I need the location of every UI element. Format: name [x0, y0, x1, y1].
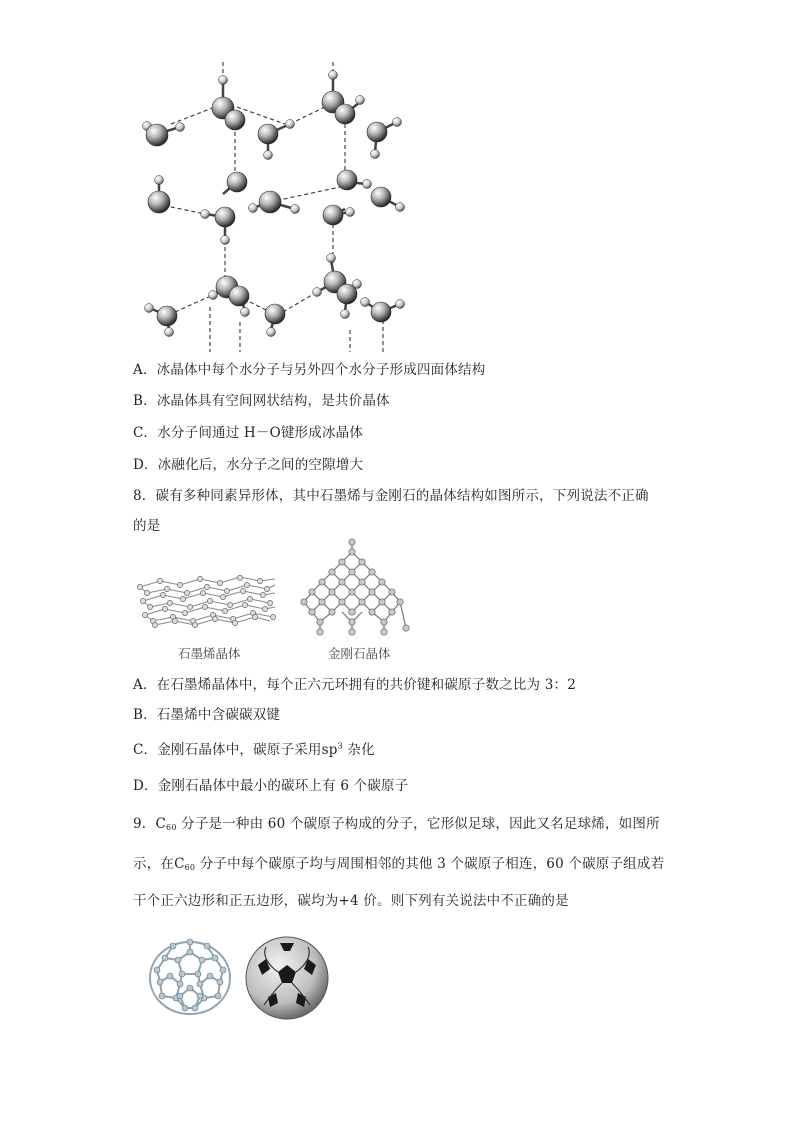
q9-c60-sub2: 60 [184, 863, 196, 872]
q8-stem-line1: 8．碳有多种同素异形体，其中石墨烯与金刚石的晶体结构如图所示，下列说法不正确 [133, 488, 649, 504]
q7-option-a: A．冰晶体中每个水分子与另外四个水分子形成四面体结构 [133, 362, 486, 378]
q7-option-b: B．冰晶体具有空间网状结构，是共价晶体 [133, 393, 390, 409]
q9-stem-line2 [133, 852, 664, 872]
q7-option-d: D．冰融化后，水分子之间的空隙增大 [133, 457, 364, 473]
diamond-figure [300, 538, 412, 640]
q9-line2-text: 分子中每个碳原子均与周围相邻的其他 3 个碳原子相连，60 个碳原子组成若 [195, 856, 665, 872]
q8-option-a: A．在石墨烯晶体中，每个正六元环拥有的共价键和碳原子数之比为 3：2 [133, 677, 577, 693]
q8-stem-line2: 的是 [133, 518, 161, 534]
q9-stem-line3: 干个正六边形和正五边形，碳均为+4 价。则下列有关说法中不正确的是 [133, 893, 569, 909]
q8-option-d: D．金刚石晶体中最小的碳环上有 6 个碳原子 [133, 778, 409, 794]
soccer-ball-figure [244, 935, 330, 1021]
ice-crystal-figure [135, 62, 415, 352]
q8-option-c-sup: 3 [337, 741, 343, 751]
c60-molecule-figure [145, 938, 237, 1018]
q9-line2-pre: 示，在 [133, 856, 175, 872]
graphene-caption: 石墨烯晶体 [178, 646, 241, 661]
q9-number: 9． [133, 816, 156, 832]
q9-stem-line1 [133, 812, 660, 832]
q8-option-c [133, 738, 375, 758]
q9-c60-c: C [155, 816, 167, 832]
graphene-figure [135, 575, 280, 637]
q9-c60-c2: C [174, 856, 185, 872]
diamond-caption: 金刚石晶体 [328, 646, 391, 661]
q8-option-c-text: C．金刚石晶体中，碳原子采用 [133, 742, 322, 758]
q8-option-b: B．石墨烯中含碳碳双键 [133, 707, 281, 723]
q8-option-c-post: 杂化 [342, 742, 375, 758]
q8-option-c-sp: sp [321, 742, 338, 758]
q9-line1-text: 分子是一种由 60 个碳原子构成的分子，它形似足球，因此又名足球烯，如图所 [176, 816, 660, 832]
q7-option-c: C．水分子间通过 H－O键形成冰晶体 [133, 425, 364, 441]
q9-c60-sub: 60 [166, 823, 177, 832]
